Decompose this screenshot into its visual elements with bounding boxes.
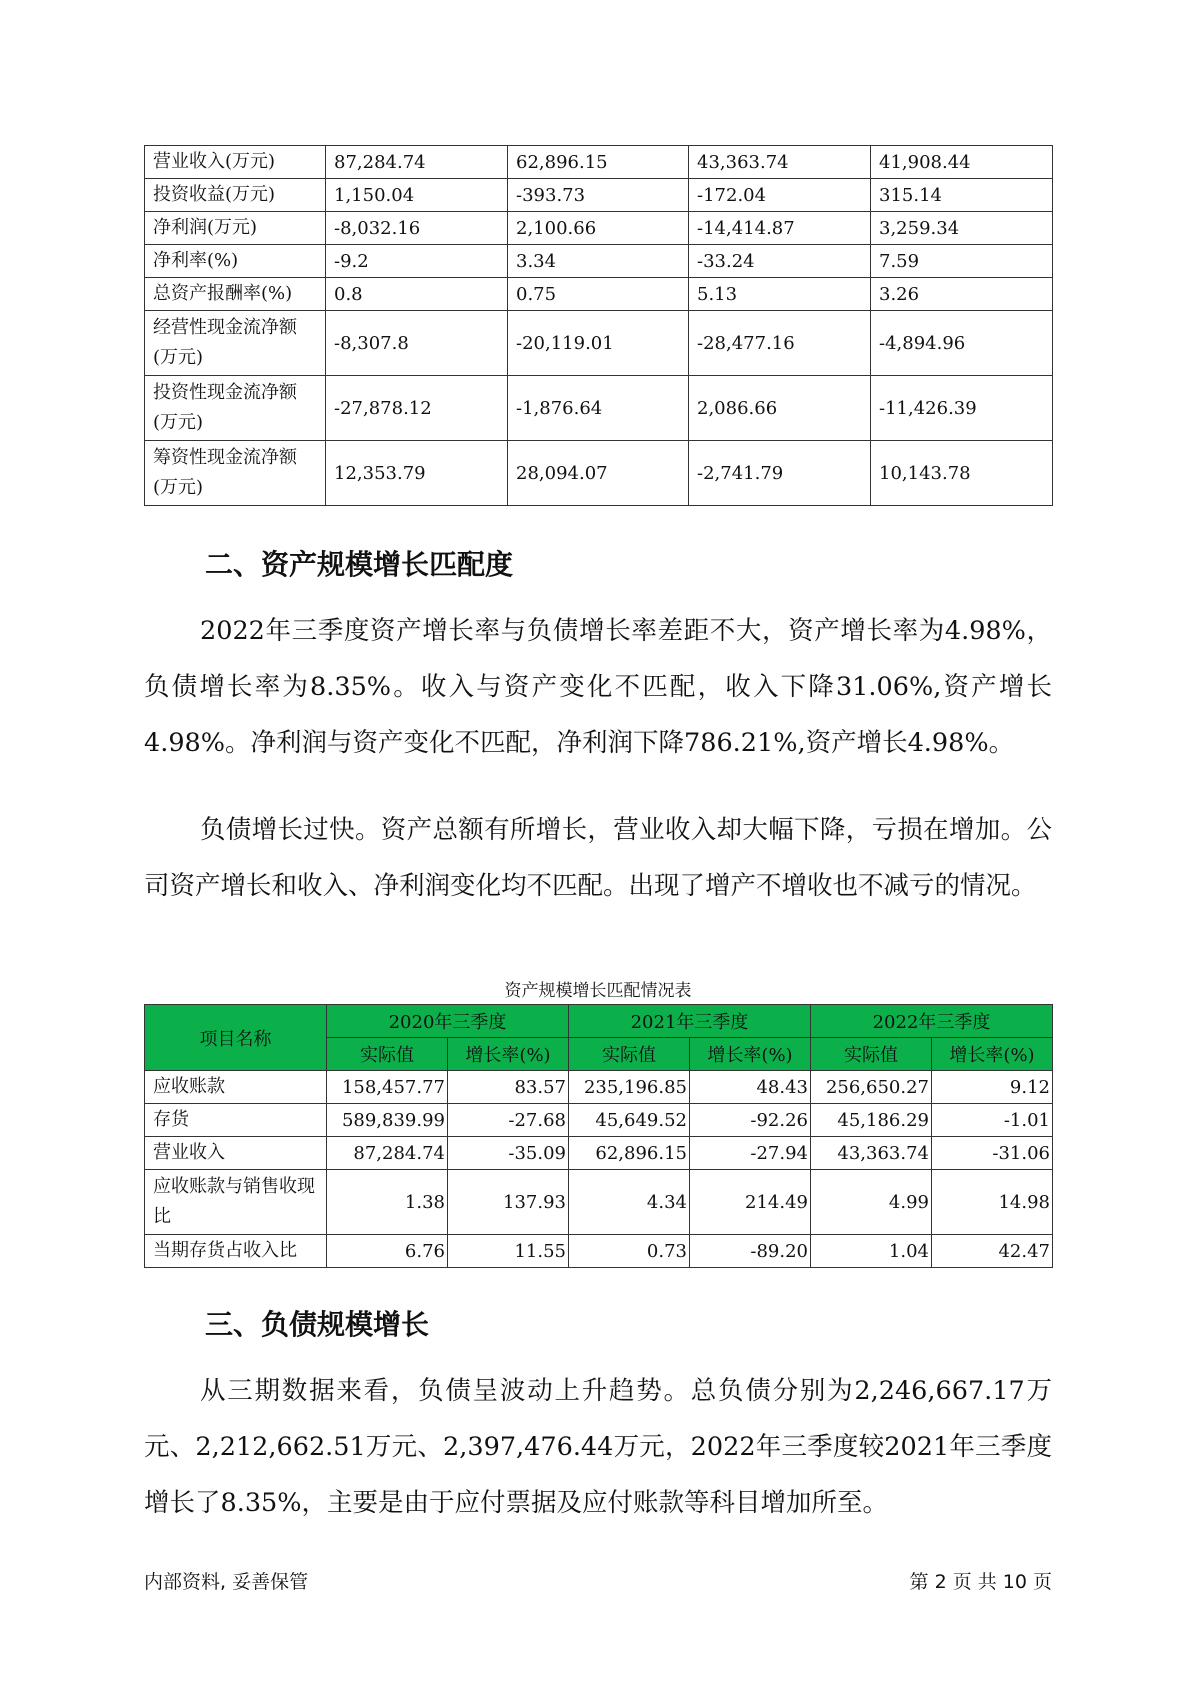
table-row: [145, 1170, 1053, 1235]
cell-value: 0.8: [326, 278, 508, 311]
cell-value: -172.04: [689, 179, 871, 212]
cell-value: 42.47: [932, 1235, 1053, 1268]
cell-value: -14,414.87: [689, 212, 871, 245]
cell-value: 1.04: [811, 1235, 932, 1268]
cell-value: 0.75: [508, 278, 689, 311]
cell-value: -31.06: [932, 1137, 1053, 1170]
column-header-item: 项目名称: [145, 1005, 327, 1071]
cell-value: -35.09: [448, 1137, 569, 1170]
cell-value: 48.43: [690, 1071, 811, 1104]
cell-value: -27.68: [448, 1104, 569, 1137]
cell-value: -28,477.16: [689, 311, 871, 376]
row-label: 应收账款与销售收现比: [145, 1170, 327, 1235]
cell-value: -27,878.12: [326, 376, 508, 441]
cell-value: 3.26: [871, 278, 1053, 311]
column-header-period: 2021年三季度: [569, 1005, 811, 1038]
cell-value: -9.2: [326, 245, 508, 278]
cell-value: -2,741.79: [689, 441, 871, 506]
table-row: [145, 245, 1053, 278]
table-row: [145, 441, 1053, 506]
table-row: [145, 1071, 1053, 1104]
cell-value: -89.20: [690, 1235, 811, 1268]
table-row: [145, 212, 1053, 245]
cell-value: 14.98: [932, 1170, 1053, 1235]
cell-value: -27.94: [690, 1137, 811, 1170]
row-label: 总资产报酬率(%): [145, 278, 326, 311]
cell-value: 256,650.27: [811, 1071, 932, 1104]
cell-value: 10,143.78: [871, 441, 1053, 506]
section-heading: 三、负债规模增长: [205, 1308, 430, 1341]
row-label: 净利润(万元): [145, 212, 326, 245]
cell-value: 3.34: [508, 245, 689, 278]
column-header-actual: 实际值: [811, 1038, 932, 1071]
column-header-actual: 实际值: [569, 1038, 690, 1071]
column-header-period: 2020年三季度: [327, 1005, 569, 1038]
table-row: [145, 278, 1053, 311]
cell-value: 6.76: [327, 1235, 448, 1268]
cell-value: -393.73: [508, 179, 689, 212]
table-row: [145, 179, 1053, 212]
row-label: 筹资性现金流净额(万元): [145, 441, 326, 506]
cell-value: 62,896.15: [508, 146, 689, 179]
cell-value: 4.99: [811, 1170, 932, 1235]
row-label: 当期存货占收入比: [145, 1235, 327, 1268]
cell-value: -1,876.64: [508, 376, 689, 441]
cell-value: 1.38: [327, 1170, 448, 1235]
cell-value: 83.57: [448, 1071, 569, 1104]
paragraph: 2022年三季度资产增长率与负债增长率差距不大，资产增长率为4.98%，负债增长率为8.35%。收入与资产变化不匹配，收入下降31.06%,资产增长4.98%。净利润与资产变化不匹配，净利润下降786.21%,资产增长4.98%。: [144, 616, 1052, 758]
table-row: [145, 146, 1053, 179]
cell-value: 137.93: [448, 1170, 569, 1235]
cell-value: 9.12: [932, 1071, 1053, 1104]
cell-value: 28,094.07: [508, 441, 689, 506]
cell-value: -4,894.96: [871, 311, 1053, 376]
column-header-period: 2022年三季度: [811, 1005, 1053, 1038]
cell-value: 2,100.66: [508, 212, 689, 245]
page-number: 第 2 页 共 10 页: [909, 1571, 1052, 1593]
row-label: 投资性现金流净额(万元): [145, 376, 326, 441]
column-header-growth: 增长率(%): [690, 1038, 811, 1071]
cell-value: 41,908.44: [871, 146, 1053, 179]
cell-value: 2,086.66: [689, 376, 871, 441]
row-label: 投资收益(万元): [145, 179, 326, 212]
cell-value: 11.55: [448, 1235, 569, 1268]
paragraph: 从三期数据来看，负债呈波动上升趋势。总负债分别为2,246,667.17万元、2,212,662.51万元、2,397,476.44万元，2022年三季度较2021年三季度增长了8.35%，主要是由于应付票据及应付账款等科目增加所至。: [144, 1376, 1052, 1518]
cell-value: 235,196.85: [569, 1071, 690, 1104]
cell-value: -92.26: [690, 1104, 811, 1137]
row-label: 存货: [145, 1104, 327, 1137]
cell-value: -1.01: [932, 1104, 1053, 1137]
cell-value: 589,839.99: [327, 1104, 448, 1137]
asset-growth-table: [144, 1004, 1053, 1268]
column-header-growth: 增长率(%): [448, 1038, 569, 1071]
cell-value: 87,284.74: [327, 1137, 448, 1170]
cell-value: -8,307.8: [326, 311, 508, 376]
paragraph: 负债增长过快。资产总额有所增长，营业收入却大幅下降，亏损在增加。公司资产增长和收入、净利润变化均不匹配。出现了增产不增收也不减亏的情况。: [144, 815, 1052, 901]
table-row: [145, 1137, 1053, 1170]
cell-value: 43,363.74: [689, 146, 871, 179]
cell-value: 3,259.34: [871, 212, 1053, 245]
section-heading: 二、资产规模增长匹配度: [205, 548, 514, 581]
cell-value: 62,896.15: [569, 1137, 690, 1170]
cell-value: 87,284.74: [326, 146, 508, 179]
cell-value: 4.34: [569, 1170, 690, 1235]
cell-value: 45,649.52: [569, 1104, 690, 1137]
cell-value: 7.59: [871, 245, 1053, 278]
row-label: 营业收入: [145, 1137, 327, 1170]
cell-value: -33.24: [689, 245, 871, 278]
cell-value: 0.73: [569, 1235, 690, 1268]
table-row: [145, 1235, 1053, 1268]
table-caption: 资产规模增长匹配情况表: [504, 981, 692, 1001]
cell-value: -8,032.16: [326, 212, 508, 245]
cell-value: -20,119.01: [508, 311, 689, 376]
cell-value: 1,150.04: [326, 179, 508, 212]
table-row: [145, 1104, 1053, 1137]
cell-value: 5.13: [689, 278, 871, 311]
cell-value: 12,353.79: [326, 441, 508, 506]
cell-value: 315.14: [871, 179, 1053, 212]
cell-value: 158,457.77: [327, 1071, 448, 1104]
table-row: [145, 311, 1053, 376]
column-header-actual: 实际值: [327, 1038, 448, 1071]
footer-note: 内部资料, 妥善保管: [144, 1571, 309, 1593]
cell-value: 214.49: [690, 1170, 811, 1235]
row-label: 净利率(%): [145, 245, 326, 278]
cell-value: -11,426.39: [871, 376, 1053, 441]
row-label: 应收账款: [145, 1071, 327, 1104]
column-header-growth: 增长率(%): [932, 1038, 1053, 1071]
financial-indicators-table: [144, 145, 1053, 506]
cell-value: 43,363.74: [811, 1137, 932, 1170]
cell-value: 45,186.29: [811, 1104, 932, 1137]
row-label: 营业收入(万元): [145, 146, 326, 179]
row-label: 经营性现金流净额(万元): [145, 311, 326, 376]
table-row: [145, 376, 1053, 441]
